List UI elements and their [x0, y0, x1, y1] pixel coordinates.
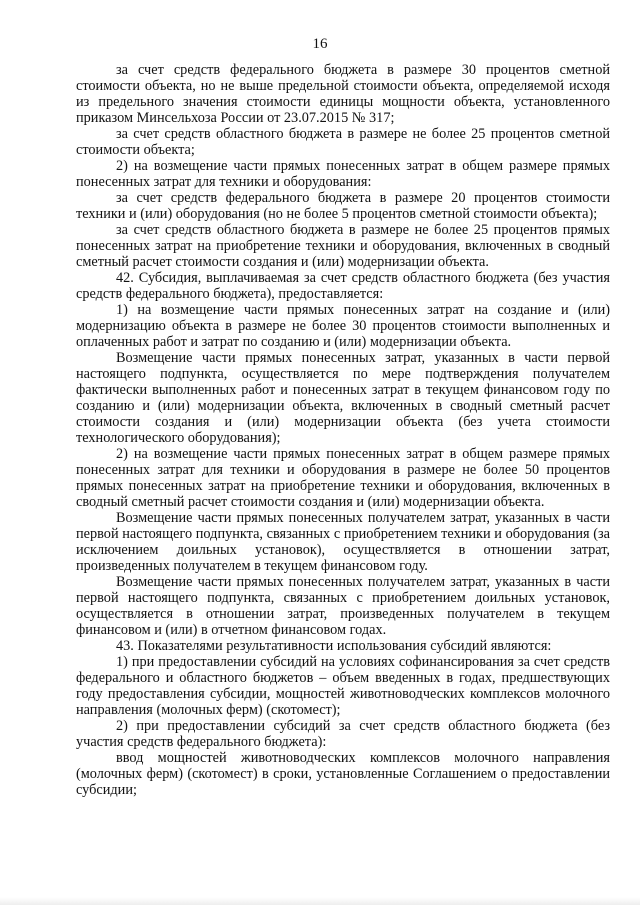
paragraph: Возмещение части прямых понесенных затрат, указанных в части первой настоящего подпункта, осуществляется по мере подтверждения получателем фактически выполненных работ и понесенных затрат в текущем финансовом году по созданию и (или) модернизации объекта, включенных в сводный сметный расчет стоимости создания и (или) модернизации объекта (без учета стоимости технологического оборудования); — [76, 350, 610, 446]
paragraph: 2) при предоставлении субсидий за счет средств областного бюджета (без участия средств федерального бюджета): — [76, 718, 610, 750]
scan-bottom-edge — [0, 897, 640, 905]
paragraph: за счет средств областного бюджета в размере не более 25 процентов прямых понесенных затрат на приобретение техники и оборудования, включенных в сводный сметный расчет стоимости создания и (или) модернизации объекта. — [76, 222, 610, 270]
paragraph: 2) на возмещение части прямых понесенных затрат в общем размере прямых понесенных затрат для техники и оборудования в размере не более 50 процентов прямых понесенных затрат на приобретение техники и оборудования, включенных в сводный сметный расчет стоимости создания и (или) модернизации объекта. — [76, 446, 610, 510]
paragraph: 42. Субсидия, выплачиваемая за счет средств областного бюджета (без участия средств федерального бюджета), предоставляется: — [76, 270, 610, 302]
paragraph: Возмещение части прямых понесенных получателем затрат, указанных в части первой настоящего подпункта, связанных с приобретением доильных установок, осуществляется в отношении затрат, произведенных получателем в текущем финансовом и (или) в отчетном финансовом годах. — [76, 574, 610, 638]
page-number: 16 — [312, 36, 328, 52]
paragraph: за счет средств федерального бюджета в размере 30 процентов сметной стоимости объекта, но не выше предельной стоимости объекта, определяемой исходя из предельного значения стоимости единицы мощности объекта, установленного приказом Минсельхоза России от 23.07.2015 № 317; — [76, 62, 610, 126]
paragraph: 2) на возмещение части прямых понесенных затрат в общем размере прямых понесенных затрат для техники и оборудования: — [76, 158, 610, 190]
document-body — [76, 62, 610, 798]
paragraph: ввод мощностей животноводческих комплексов молочного направления (молочных ферм) (скотомест) в сроки, установленные Соглашением о предоставлении субсидии; — [76, 750, 610, 798]
paragraph: Возмещение части прямых понесенных получателем затрат, указанных в части первой настоящего подпункта, связанных с приобретением техники и оборудования (за исключением доильных установок), осуществляется в отношении затрат, произведенных получателем в текущем финансовом году. — [76, 510, 610, 574]
paragraph: 1) на возмещение части прямых понесенных затрат на создание и (или) модернизацию объекта в размере не более 30 процентов стоимости выполненных и оплаченных работ и затрат по созданию и (или) модернизации объекта. — [76, 302, 610, 350]
paragraph: за счет средств областного бюджета в размере не более 25 процентов сметной стоимости объекта; — [76, 126, 610, 158]
paragraph: 43. Показателями результативности использования субсидий являются: — [116, 638, 552, 654]
paragraph: 1) при предоставлении субсидий на условиях софинансирования за счет средств федерального и областного бюджетов – объем введенных в годах, предшествующих году предоставления субсидии, мощностей животноводческих комплексов молочного направления (молочных ферм) (скотомест); — [76, 654, 610, 718]
paragraph: за счет средств федерального бюджета в размере 20 процентов стоимости техники и (или) оборудования (но не более 5 процентов сметной стоимости объекта); — [76, 190, 610, 222]
